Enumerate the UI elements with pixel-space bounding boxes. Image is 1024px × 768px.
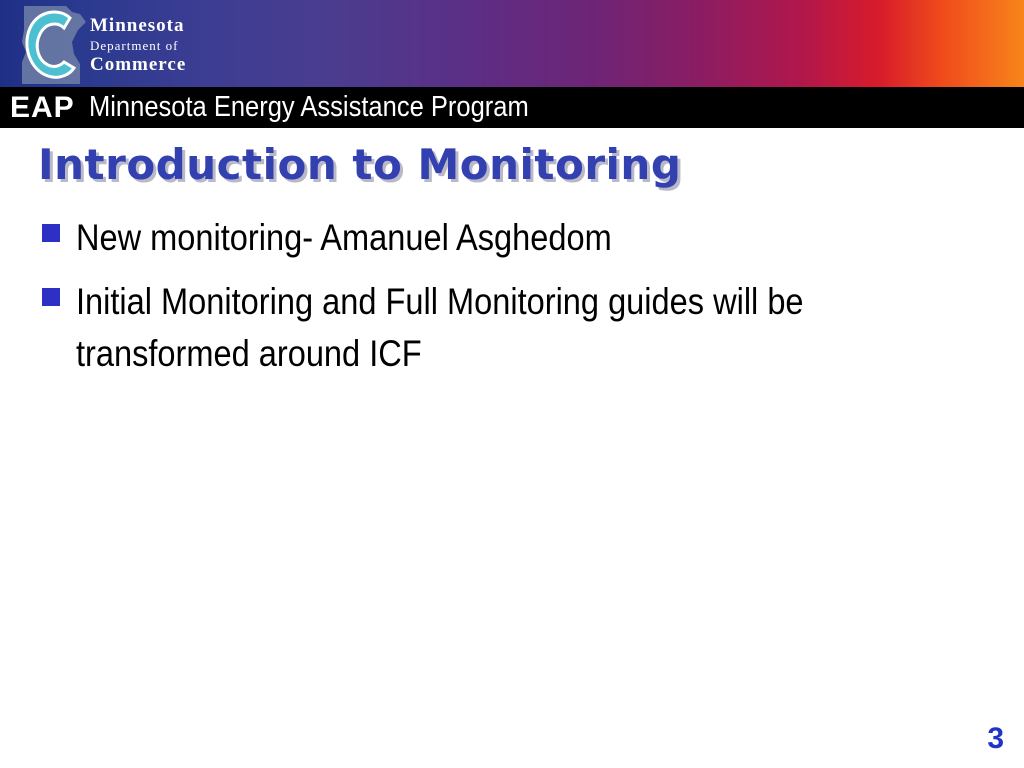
header-banner [0, 0, 1024, 87]
logo-line-minnesota: Minnesota [90, 15, 185, 36]
bullet-text: Initial Monitoring and Full Monitoring guides will be transformed around ICF [76, 281, 804, 374]
bullet-item [42, 212, 982, 264]
slide-title: Introduction to Monitoring [38, 140, 682, 189]
bullet-text: New monitoring- Amanuel Asghedom [76, 217, 612, 258]
department-logo [14, 2, 224, 86]
logo-line-department: Department of [90, 38, 179, 53]
logo-wordmark [90, 16, 186, 74]
bullet-list [42, 212, 982, 392]
page-number: 3 [987, 722, 1004, 755]
program-acronym: EAP [10, 90, 75, 124]
minnesota-commerce-logo-icon [14, 2, 94, 86]
square-bullet-icon [42, 288, 60, 306]
square-bullet-icon [42, 224, 60, 242]
bullet-item [42, 276, 982, 380]
logo-line-commerce: Commerce [90, 54, 187, 75]
program-name: Minnesota Energy Assistance Program [88, 91, 529, 123]
program-bar [0, 87, 1024, 128]
